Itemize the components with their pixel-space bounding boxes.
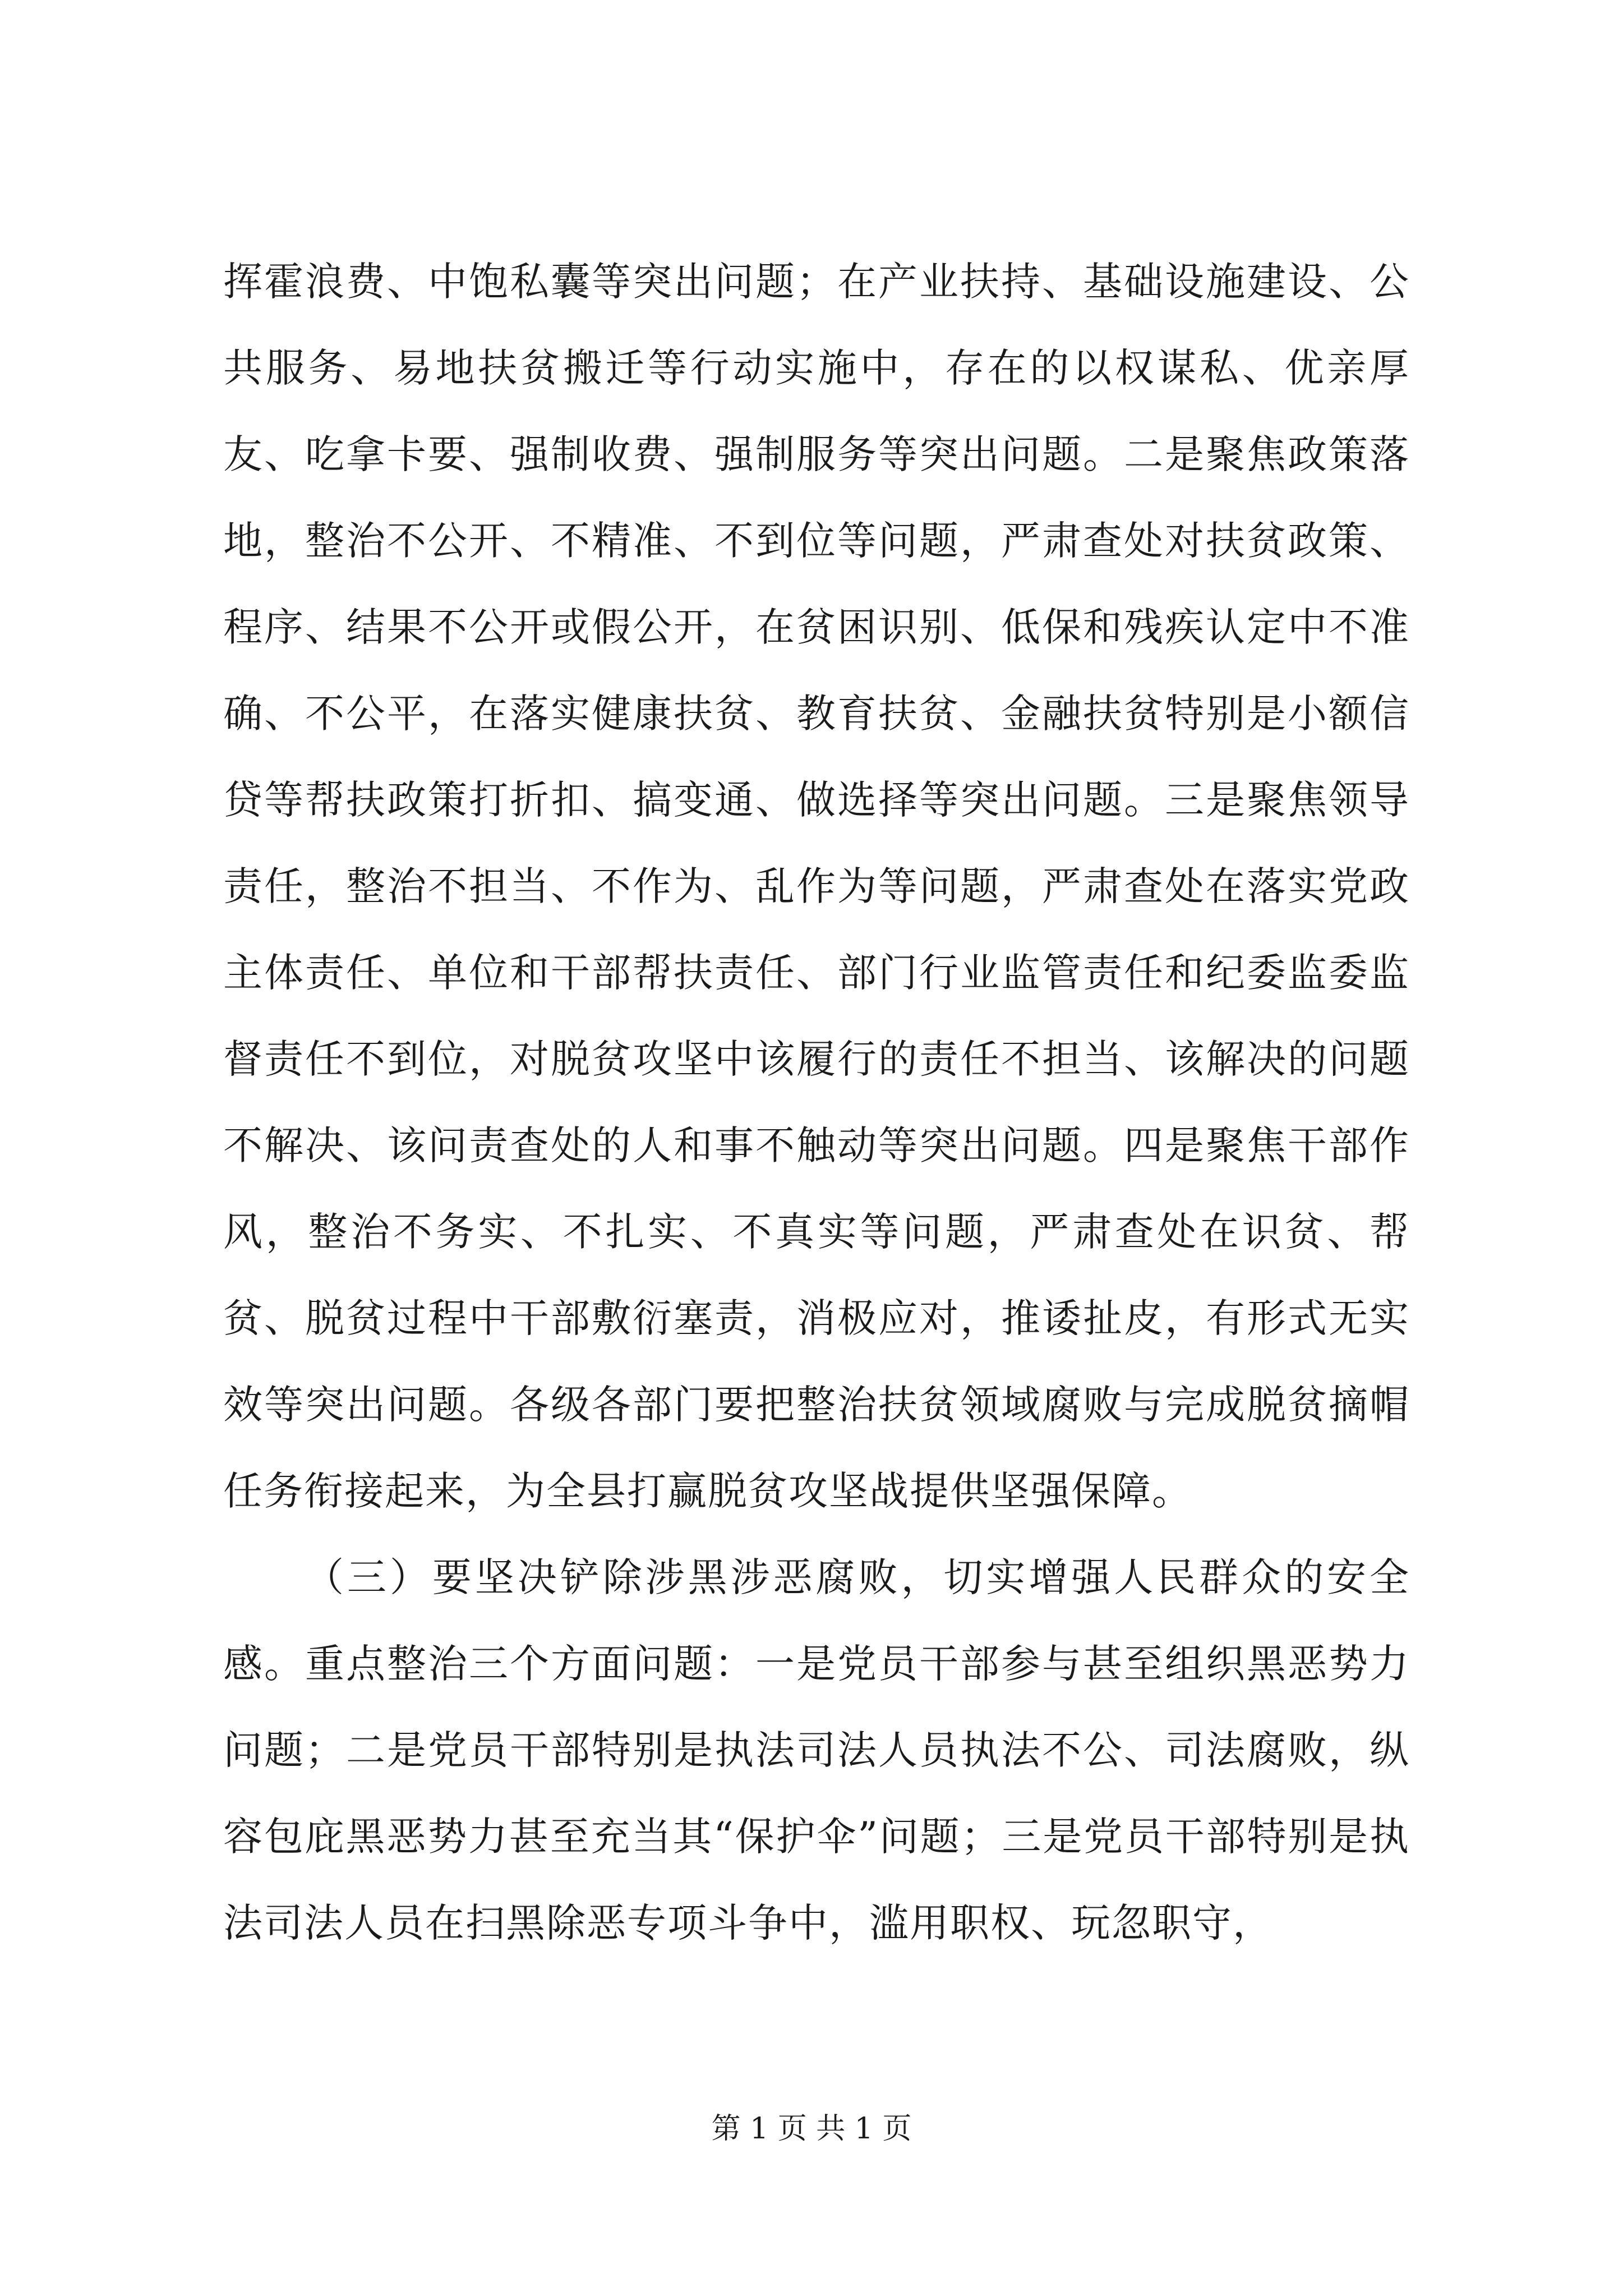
document-body (223, 238, 1410, 1966)
paragraph: （三）要坚决铲除涉黑涉恶腐败，切实增强人民群众的安全感。重点整治三个方面问题：一是党员干部参与甚至组织黑恶势力问题；二是党员干部特别是执法司法人员执法不公、司法腐败，纵容包庇黑恶势力甚至充当其“保护伞”问题；三是党员干部特别是执法司法人员在扫黑除恶专项斗争中，滥用职权、玩忽职守， (223, 1554, 1410, 1946)
page-footer: 第 1 页 共 1 页 (711, 2112, 912, 2146)
paragraph: 挥霍浪费、中饱私囊等突出问题；在产业扶持、基础设施建设、公共服务、易地扶贫搬迁等行动实施中，存在的以权谋私、优亲厚友、吃拿卡要、强制收费、强制服务等突出问题。二是聚焦政策落地，整治不公开、不精准、不到位等问题，严肃查处对扶贫政策、程序、结果不公开或假公开，在贫困识别、低保和残疾认定中不准确、不公平，在落实健康扶贫、教育扶贫、金融扶贫特别是小额信贷等帮扶政策打折扣、搞变通、做选择等突出问题。三是聚焦领导责任，整治不担当、不作为、乱作为等问题，严肃查处在落实党政主体责任、单位和干部帮扶责任、部门行业监管责任和纪委监委监督责任不到位，对脱贫攻坚中该履行的责任不担当、该解决的问题不解决、该问责查处的人和事不触动等突出问题。四是聚焦干部作风，整治不务实、不扎实、不真实等问题，严肃查处在识贫、帮贫、脱贫过程中干部敷衍塞责，消极应对，推诿扯皮，有形式无实效等突出问题。各级各部门要把整治扶贫领域腐败与完成脱贫摘帽任务衔接起来，为全县打赢脱贫攻坚战提供坚强保障。 (223, 259, 1410, 1514)
